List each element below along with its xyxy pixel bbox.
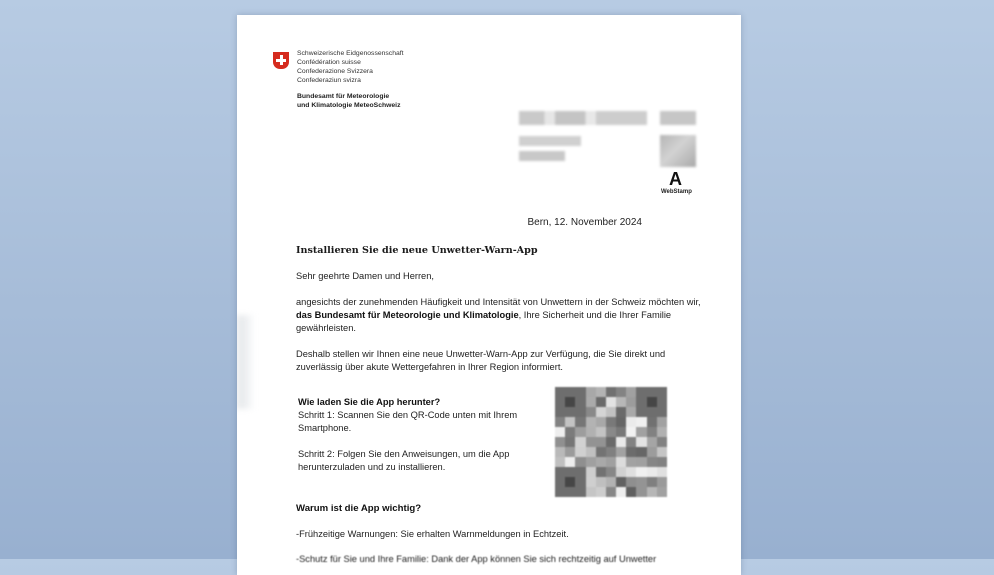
qr-cell xyxy=(616,487,626,497)
office-name-line-2: und Klimatologie MeteoSchweiz xyxy=(297,102,401,109)
qr-cell xyxy=(616,397,626,407)
qr-cell xyxy=(616,467,626,477)
qr-cell xyxy=(636,487,646,497)
qr-cell xyxy=(565,447,575,457)
benefit-early-warnings: -Frühzeitige Warnungen: Sie erhalten Warnmeldungen in Echtzeit. xyxy=(296,529,569,539)
qr-cell xyxy=(586,477,596,487)
qr-cell xyxy=(596,427,606,437)
qr-cell xyxy=(586,427,596,437)
paragraph-app-offer: Deshalb stellen wir Ihnen eine neue Unwetter-Warn-App zur Verfügung, die Sie direkt und zuverlässig über akute Wettergefahren in Ihrer Region informiert. xyxy=(296,349,666,372)
qr-cell xyxy=(586,467,596,477)
qr-cell xyxy=(657,467,667,477)
qr-cell xyxy=(636,427,646,437)
qr-cell xyxy=(575,467,585,477)
qr-cell xyxy=(657,477,667,487)
qr-cell xyxy=(575,457,585,467)
qr-cell xyxy=(606,487,616,497)
qr-cell xyxy=(596,407,606,417)
why-heading: Warum ist die App wichtig? xyxy=(296,503,422,514)
qr-cell xyxy=(647,387,657,397)
qr-cell xyxy=(616,457,626,467)
qr-cell xyxy=(606,467,616,477)
qr-cell xyxy=(555,447,565,457)
qr-cell xyxy=(626,397,636,407)
confederation-name-de: Schweizerische Eidgenossenschaft xyxy=(297,50,404,57)
qr-cell xyxy=(647,397,657,407)
qr-cell xyxy=(636,437,646,447)
qr-cell xyxy=(565,437,575,447)
qr-cell xyxy=(565,387,575,397)
qr-cell xyxy=(657,397,667,407)
qr-cell xyxy=(586,387,596,397)
qr-cell xyxy=(586,447,596,457)
qr-cell xyxy=(657,387,667,397)
qr-cell xyxy=(626,427,636,437)
qr-cell xyxy=(636,467,646,477)
qr-cell xyxy=(565,407,575,417)
qr-cell xyxy=(575,447,585,457)
qr-cell xyxy=(575,487,585,497)
qr-cell xyxy=(657,487,667,497)
qr-cell xyxy=(565,417,575,427)
redacted-address-line xyxy=(519,151,565,161)
qr-cell xyxy=(626,477,636,487)
qr-cell xyxy=(555,427,565,437)
qr-cell xyxy=(555,487,565,497)
qr-cell xyxy=(606,387,616,397)
qr-cell xyxy=(586,417,596,427)
qr-cell xyxy=(555,467,565,477)
qr-cell xyxy=(616,447,626,457)
qr-cell xyxy=(616,417,626,427)
qr-cell xyxy=(606,397,616,407)
qr-cell xyxy=(647,447,657,457)
qr-cell xyxy=(626,387,636,397)
letter-date: Bern, 12. November 2024 xyxy=(527,217,642,228)
qr-cell xyxy=(565,467,575,477)
qr-cell xyxy=(555,417,565,427)
redacted-stamp-matrix xyxy=(660,135,696,167)
qr-cell xyxy=(626,457,636,467)
webstamp-label: WebStamp xyxy=(661,189,692,195)
paragraph-intro xyxy=(296,296,706,335)
redacted-address-line xyxy=(519,136,581,146)
qr-cell xyxy=(555,397,565,407)
qr-cell xyxy=(626,417,636,427)
paragraph-intro-end: , Ihre Sicherheit und die Ihrer Familie gewährleisten. xyxy=(296,310,672,333)
qr-cell xyxy=(596,447,606,457)
qr-cell xyxy=(647,407,657,417)
paragraph-intro-bold: das Bundesamt für Meteorologie und Klimatologie xyxy=(296,310,519,320)
qr-cell xyxy=(657,447,667,457)
qr-cell xyxy=(647,487,657,497)
qr-cell xyxy=(555,437,565,447)
qr-cell xyxy=(555,387,565,397)
qr-cell xyxy=(636,477,646,487)
qr-code[interactable] xyxy=(555,387,667,497)
qr-cell xyxy=(606,437,616,447)
qr-cell xyxy=(626,447,636,457)
qr-cell xyxy=(555,407,565,417)
instructions-step-2: Schritt 2: Folgen Sie den Anweisungen, um die App herunterzuladen und zu installieren. xyxy=(298,449,510,472)
letter-subject: Installieren Sie die neue Unwetter-Warn-App xyxy=(296,245,538,256)
qr-cell xyxy=(606,417,616,427)
qr-cell xyxy=(626,437,636,447)
qr-cell xyxy=(636,387,646,397)
qr-cell xyxy=(596,477,606,487)
stamp-priority-letter: A xyxy=(669,169,682,189)
paragraph-intro-text: angesichts der zunehmenden Häufigkeit und Intensität von Unwettern in der Schweiz möchten wir, xyxy=(296,297,701,307)
qr-cell xyxy=(596,397,606,407)
qr-cell xyxy=(657,417,667,427)
qr-cell xyxy=(586,487,596,497)
qr-cell xyxy=(575,417,585,427)
qr-cell xyxy=(636,407,646,417)
qr-cell xyxy=(596,387,606,397)
qr-cell xyxy=(636,457,646,467)
qr-cell xyxy=(657,407,667,417)
qr-cell xyxy=(606,477,616,487)
qr-cell xyxy=(565,397,575,407)
qr-cell xyxy=(636,417,646,427)
qr-cell xyxy=(647,477,657,487)
qr-cell xyxy=(616,427,626,437)
qr-cell xyxy=(586,457,596,467)
swiss-cross-icon xyxy=(273,52,289,69)
qr-cell xyxy=(575,477,585,487)
qr-cell xyxy=(586,407,596,417)
qr-cell xyxy=(616,477,626,487)
confederation-name-fr: Confédération suisse xyxy=(297,59,361,66)
confederation-names xyxy=(297,49,404,85)
qr-cell xyxy=(586,397,596,407)
qr-cell xyxy=(616,387,626,397)
qr-cell xyxy=(647,457,657,467)
qr-cell xyxy=(657,427,667,437)
qr-cell xyxy=(606,457,616,467)
download-instructions xyxy=(298,396,528,474)
confederation-name-rm: Confederaziun svizra xyxy=(297,77,361,84)
qr-cell xyxy=(606,407,616,417)
qr-cell xyxy=(657,437,667,447)
qr-cell xyxy=(596,437,606,447)
qr-cell xyxy=(596,467,606,477)
instructions-heading: Wie laden Sie die App herunter? xyxy=(298,397,441,407)
qr-cell xyxy=(555,457,565,467)
qr-cell xyxy=(575,407,585,417)
qr-cell xyxy=(647,417,657,427)
letter-page xyxy=(237,15,741,575)
scan-artifact xyxy=(237,315,255,409)
qr-cell xyxy=(575,437,585,447)
qr-cell xyxy=(596,457,606,467)
qr-cell xyxy=(626,407,636,417)
office-name xyxy=(297,92,400,110)
qr-cell xyxy=(586,437,596,447)
qr-cell xyxy=(575,397,585,407)
qr-cell xyxy=(575,387,585,397)
redacted-recipient-line xyxy=(519,111,647,125)
qr-cell xyxy=(596,487,606,497)
qr-cell xyxy=(565,487,575,497)
qr-cell xyxy=(647,467,657,477)
qr-cell xyxy=(647,437,657,447)
qr-cell xyxy=(565,457,575,467)
redacted-stamp-code xyxy=(660,111,696,125)
instructions-step-1: Schritt 1: Scannen Sie den QR-Code unten mit Ihrem Smartphone. xyxy=(298,410,518,433)
qr-cell xyxy=(657,457,667,467)
qr-cell xyxy=(596,417,606,427)
qr-cell xyxy=(606,427,616,437)
qr-cell xyxy=(626,487,636,497)
qr-cell xyxy=(636,447,646,457)
qr-cell xyxy=(565,427,575,437)
qr-cell xyxy=(626,467,636,477)
qr-cell xyxy=(555,477,565,487)
confederation-name-it: Confederazione Svizzera xyxy=(297,68,373,75)
salutation: Sehr geehrte Damen und Herren, xyxy=(296,271,434,281)
qr-cell xyxy=(606,447,616,457)
qr-cell xyxy=(616,407,626,417)
qr-cell xyxy=(616,437,626,447)
qr-cell xyxy=(575,427,585,437)
benefit-family-protection: -Schutz für Sie und Ihre Familie: Dank der App können Sie sich rechtzeitig auf Unwetter xyxy=(296,554,657,564)
qr-cell xyxy=(565,477,575,487)
qr-cell xyxy=(636,397,646,407)
qr-cell xyxy=(647,427,657,437)
office-name-line-1: Bundesamt für Meteorologie xyxy=(297,93,390,100)
